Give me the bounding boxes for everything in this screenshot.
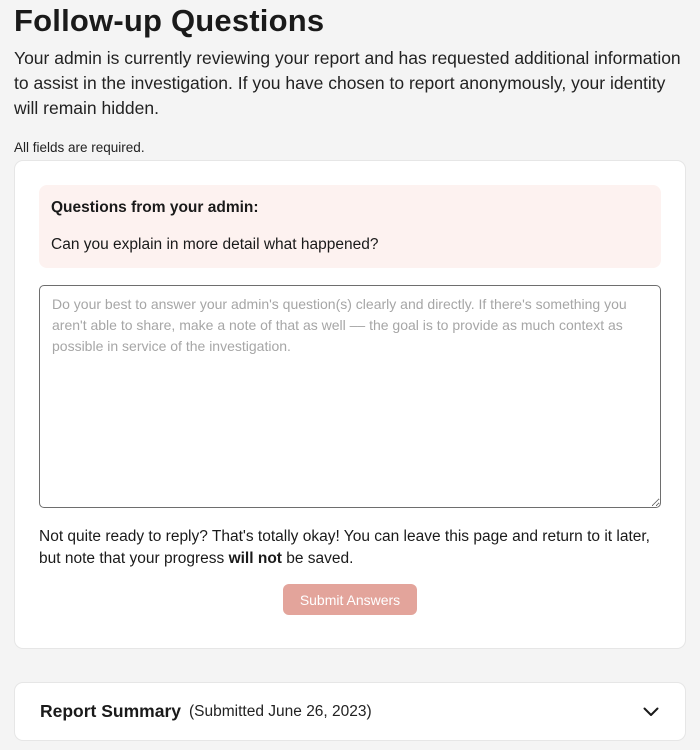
progress-note-end: be saved. — [281, 550, 354, 567]
progress-note-emphasis: will not — [228, 550, 282, 567]
admin-questions-heading: Questions from your admin: — [51, 199, 259, 216]
report-summary-date: (Submitted June 26, 2023) — [189, 702, 372, 720]
submit-wrap — [39, 584, 661, 615]
answer-textarea[interactable] — [39, 285, 661, 508]
progress-note-text: Not quite ready to reply? That's totally okay! You can leave this page and return to it later, but note that your progress — [39, 528, 650, 567]
page-title: Follow-up Questions — [14, 3, 325, 38]
required-note: All fields are required. — [14, 140, 145, 155]
submit-answers-button[interactable]: Submit Answers — [283, 584, 417, 615]
page-intro: Your admin is currently reviewing your report and has requested additional information to assist in the investigation. If you have chosen to report anonymously, your identity will remain hidden. — [14, 48, 681, 118]
report-summary-toggle[interactable] — [14, 682, 686, 741]
chevron-down-icon[interactable] — [642, 703, 660, 721]
admin-question: Can you explain in more detail what happened? — [51, 236, 379, 253]
admin-questions-box — [39, 185, 661, 268]
report-summary-title: Report Summary — [40, 701, 182, 721]
progress-note — [39, 526, 663, 570]
follow-up-card — [14, 160, 686, 649]
